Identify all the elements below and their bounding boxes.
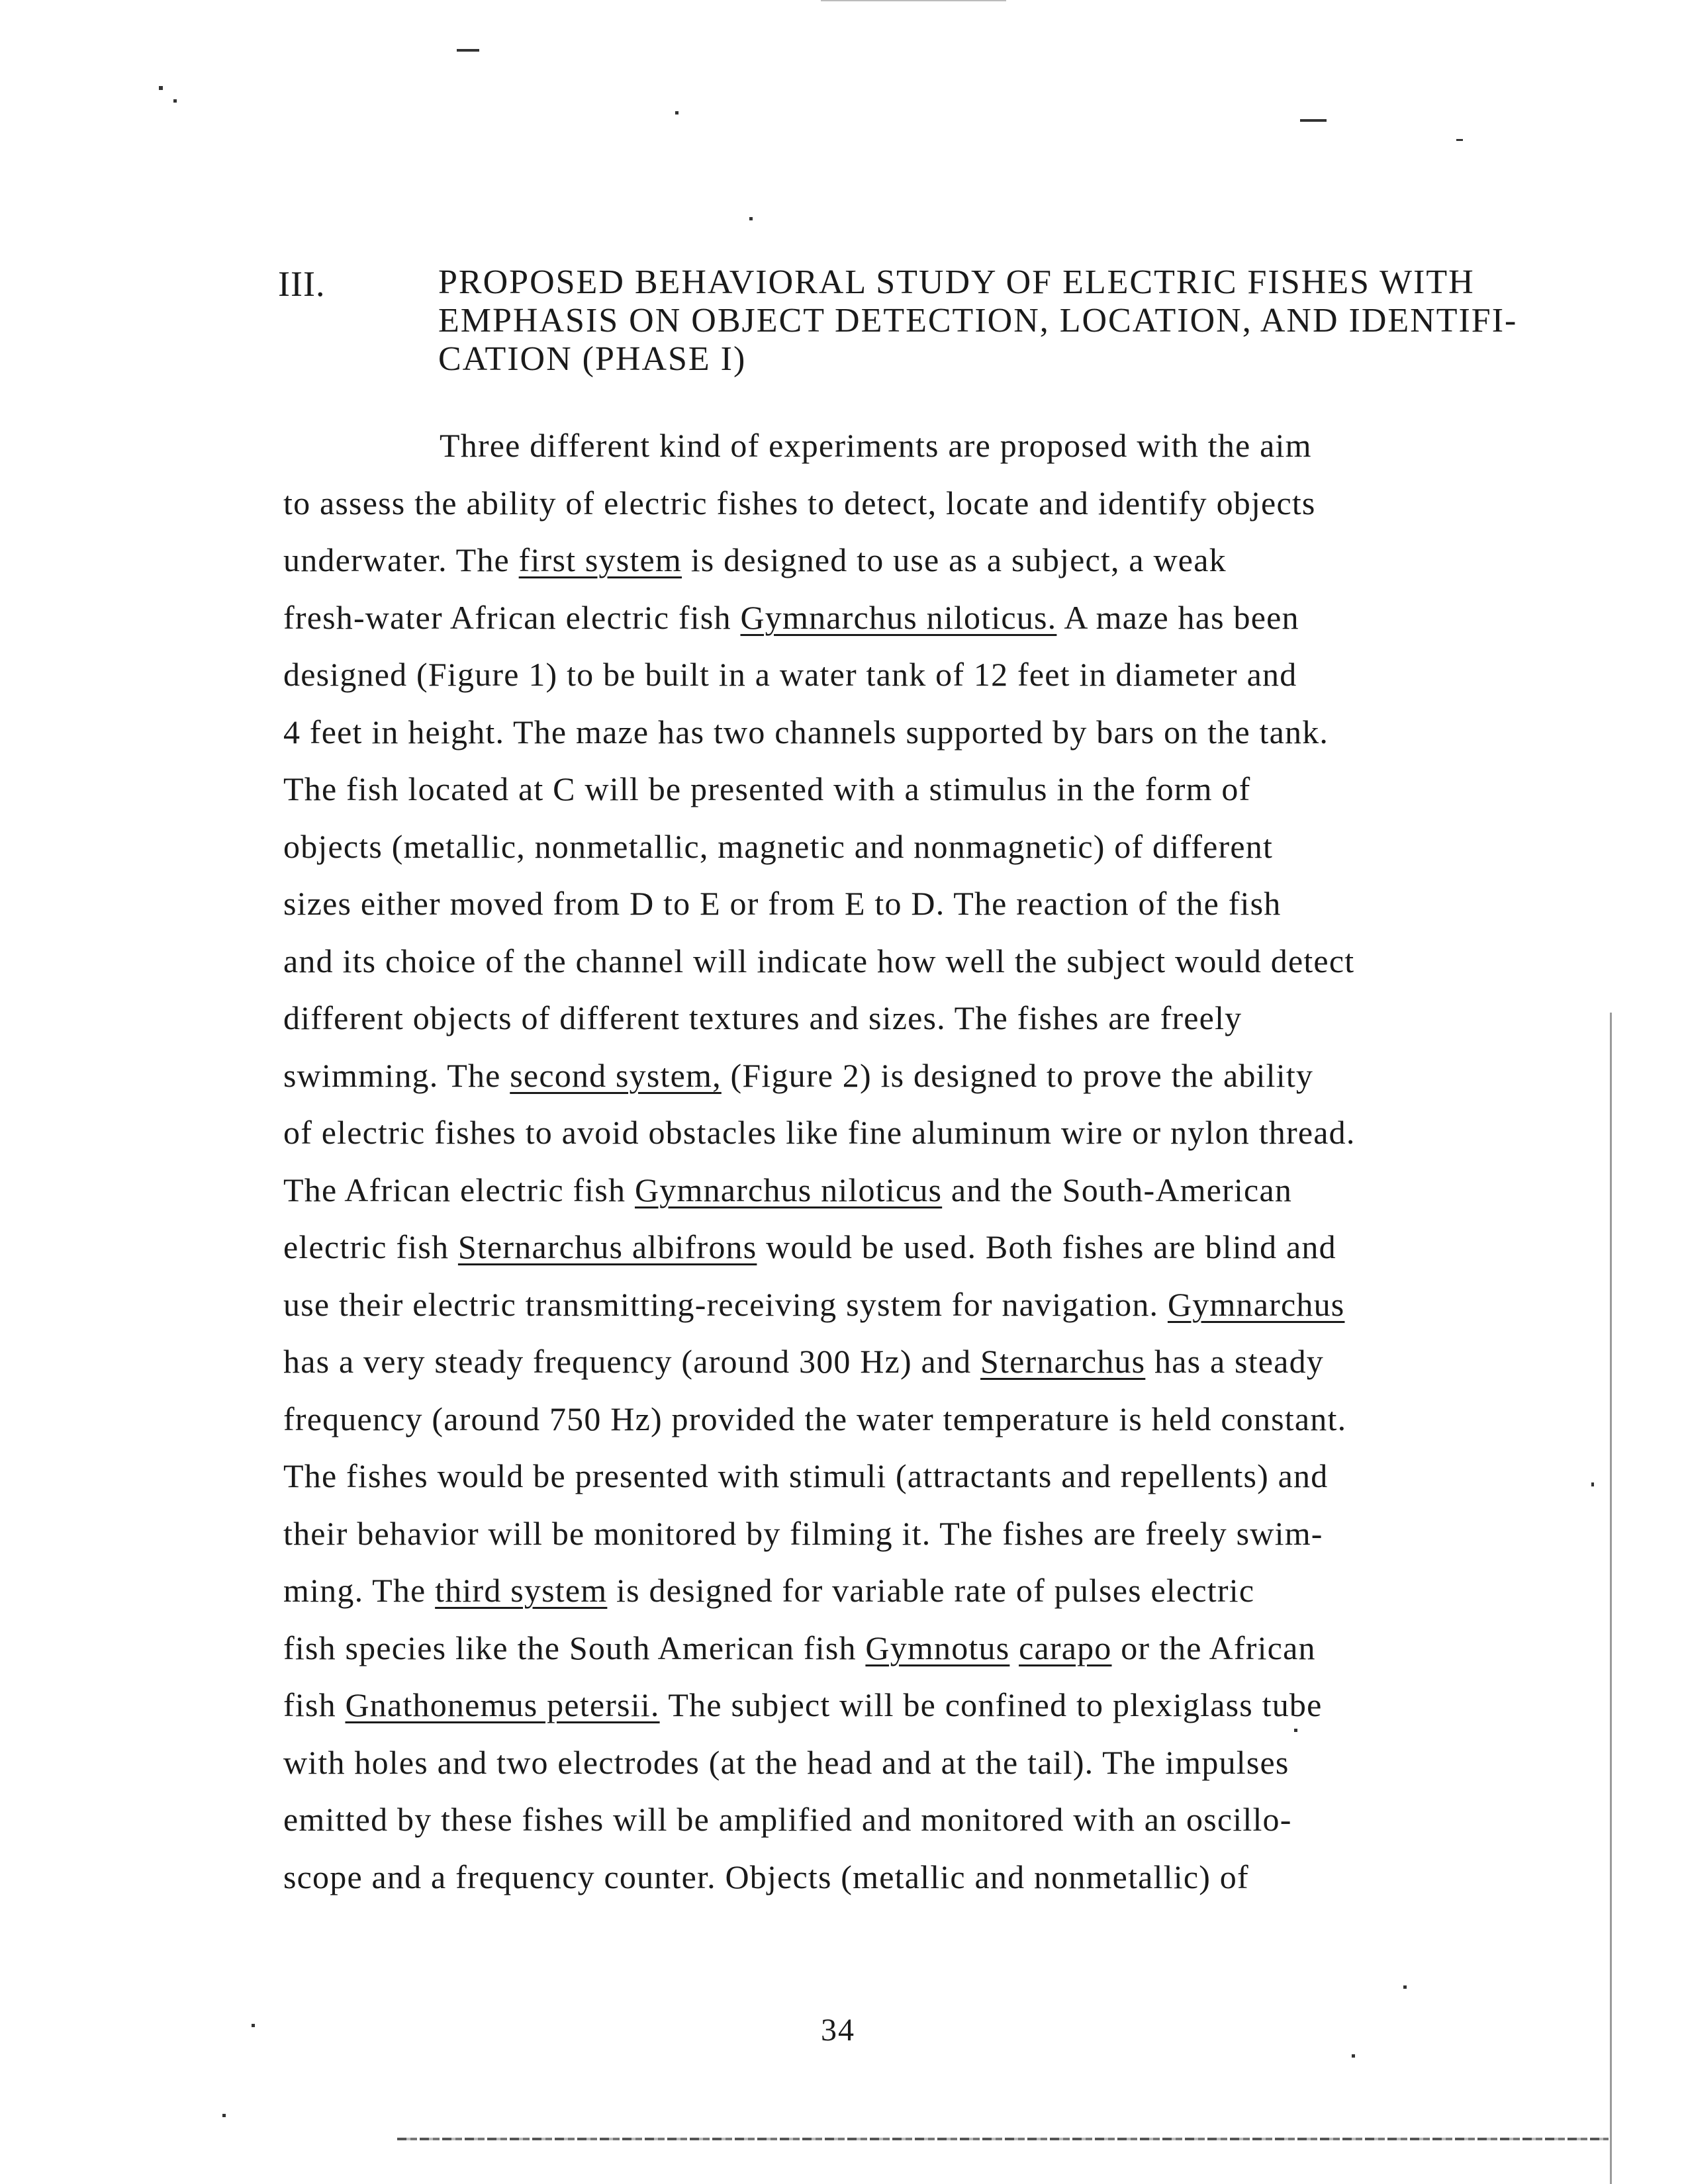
text-line bbox=[283, 1104, 1614, 1161]
text-line bbox=[283, 760, 1614, 818]
text-segment: scope and a frequency counter. Objects (metallic and nonmetallic) of bbox=[283, 1858, 1249, 1895]
text-segment: to assess the ability of electric fishes to detect, locate and identify objects bbox=[283, 484, 1316, 522]
text-line bbox=[283, 1161, 1614, 1219]
section-title-line: EMPHASIS ON OBJECT DETECTION, LOCATION, AND IDENTIFI- bbox=[438, 302, 1518, 340]
text-segment: use their electric transmitting-receiving system for navigation. bbox=[283, 1285, 1168, 1323]
text-segment: (Figure 2) is designed to prove the ability bbox=[721, 1056, 1314, 1094]
scan-edge-right bbox=[1610, 1013, 1612, 2184]
text-segment: The fish located at C will be presented with a stimulus in the form of bbox=[283, 770, 1251, 807]
underlined-term: Gymnotus bbox=[865, 1629, 1010, 1666]
text-line bbox=[283, 417, 1614, 475]
text-line bbox=[283, 475, 1614, 532]
text-segment: their behavior will be monitored by filming it. The fishes are freely swim- bbox=[283, 1514, 1323, 1552]
text-segment: emitted by these fishes will be amplified and monitored with an oscillo- bbox=[283, 1801, 1292, 1838]
section-title-line: CATION (PHASE I) bbox=[438, 340, 747, 378]
scan-speck bbox=[675, 111, 678, 114]
text-line bbox=[283, 589, 1614, 647]
underlined-term: Sternarchus bbox=[980, 1343, 1146, 1380]
text-segment: 4 feet in height. The maze has two channels supported by bars on the tank. bbox=[283, 713, 1329, 751]
text-line bbox=[283, 1734, 1614, 1792]
scan-speck bbox=[749, 217, 753, 220]
text-segment: of electric fishes to avoid obstacles like fine aluminum wire or nylon thread. bbox=[283, 1114, 1356, 1151]
text-segment: swimming. The bbox=[283, 1056, 510, 1094]
text-line bbox=[283, 989, 1614, 1047]
text-line bbox=[283, 1619, 1614, 1677]
text-segment: sizes either moved from D to E or from E to D. The reaction of the fish bbox=[283, 885, 1282, 922]
text-segment: The fishes would be presented with stimuli (attractants and repellents) and bbox=[283, 1457, 1329, 1494]
text-segment: designed (Figure 1) to be built in a water tank of 12 feet in diameter and bbox=[283, 656, 1297, 693]
text-line bbox=[283, 1276, 1614, 1334]
text-line bbox=[283, 1676, 1614, 1734]
text-line bbox=[283, 1791, 1614, 1848]
scan-speck bbox=[1403, 1985, 1407, 1989]
text-segment: objects (metallic, nonmetallic, magnetic and nonmagnetic) of different bbox=[283, 827, 1274, 865]
scan-speck bbox=[1300, 119, 1327, 122]
section-title bbox=[438, 263, 1610, 379]
text-line bbox=[283, 1505, 1614, 1563]
text-line bbox=[283, 933, 1614, 990]
text-segment: electric fish bbox=[283, 1228, 458, 1265]
text-segment: A maze has been bbox=[1056, 598, 1299, 636]
scan-edge-bottom bbox=[397, 2138, 1609, 2140]
section-number: III. bbox=[278, 264, 326, 304]
text-segment bbox=[1009, 1629, 1019, 1666]
underlined-term: Sternarchus albifrons bbox=[457, 1228, 757, 1265]
text-segment: The subject will be confined to plexiglass tube bbox=[659, 1686, 1323, 1723]
text-line bbox=[283, 1390, 1614, 1448]
underlined-term: third system bbox=[435, 1572, 608, 1609]
text-segment: is designed to use as a subject, a weak bbox=[682, 541, 1227, 578]
underlined-term: Gnathonemus petersii. bbox=[345, 1686, 660, 1723]
text-segment: underwater. The bbox=[283, 541, 519, 578]
scan-edge-top bbox=[821, 0, 1006, 1]
text-line bbox=[283, 875, 1614, 933]
text-segment: and its choice of the channel will indicate how well the subject would detect bbox=[283, 942, 1355, 979]
text-segment: or the African bbox=[1111, 1629, 1316, 1666]
text-segment: The African electric fish bbox=[283, 1171, 635, 1208]
text-segment: has a very steady frequency (around 300 Hz) and bbox=[283, 1343, 981, 1380]
text-line bbox=[283, 531, 1614, 589]
text-segment: fish species like the South American fish bbox=[283, 1629, 866, 1666]
scan-speck bbox=[222, 2114, 226, 2117]
text-segment: ming. The bbox=[283, 1572, 436, 1609]
text-segment: would be used. Both fishes are blind and bbox=[757, 1228, 1336, 1265]
underlined-term: first system bbox=[518, 541, 682, 578]
text-line bbox=[283, 1333, 1614, 1390]
underlined-term: Gymnarchus bbox=[1167, 1285, 1345, 1323]
text-line bbox=[283, 646, 1614, 704]
text-line bbox=[283, 1218, 1614, 1276]
body-paragraph bbox=[283, 417, 1614, 1905]
text-line bbox=[283, 1848, 1614, 1906]
underlined-term: Gymnarchus niloticus. bbox=[740, 598, 1057, 636]
text-segment: and the South-American bbox=[942, 1171, 1293, 1208]
underlined-term: Gymnarchus niloticus bbox=[634, 1171, 943, 1208]
scan-speck bbox=[1294, 1729, 1297, 1732]
scan-speck bbox=[252, 2024, 255, 2027]
text-line bbox=[283, 1447, 1614, 1505]
text-segment: with holes and two electrodes (at the head and at the tail). The impulses bbox=[283, 1743, 1289, 1781]
text-segment: has a steady bbox=[1145, 1343, 1324, 1380]
text-segment: Three different kind of experiments are proposed with the aim bbox=[440, 427, 1312, 464]
scan-speck bbox=[1591, 1482, 1594, 1486]
scan-speck bbox=[173, 99, 177, 103]
scan-speck bbox=[159, 86, 163, 90]
scan-speck bbox=[1456, 139, 1463, 141]
section-title-line: PROPOSED BEHAVIORAL STUDY OF ELECTRIC FISHES WITH bbox=[438, 263, 1475, 301]
text-line bbox=[283, 704, 1614, 761]
text-segment: different objects of different textures and sizes. The fishes are freely bbox=[283, 999, 1242, 1036]
scan-speck bbox=[1352, 2054, 1355, 2058]
scan-speck bbox=[457, 49, 479, 52]
text-segment: is designed for variable rate of pulses electric bbox=[607, 1572, 1255, 1609]
text-line bbox=[283, 1047, 1614, 1105]
text-line bbox=[283, 1562, 1614, 1619]
text-segment: frequency (around 750 Hz) provided the water temperature is held constant. bbox=[283, 1400, 1347, 1437]
text-line bbox=[283, 818, 1614, 876]
page-number: 34 bbox=[821, 2013, 855, 2048]
text-segment: fresh-water African electric fish bbox=[283, 598, 741, 636]
underlined-term: second system, bbox=[510, 1056, 722, 1094]
underlined-term: carapo bbox=[1019, 1629, 1112, 1666]
text-segment: fish bbox=[283, 1686, 346, 1723]
